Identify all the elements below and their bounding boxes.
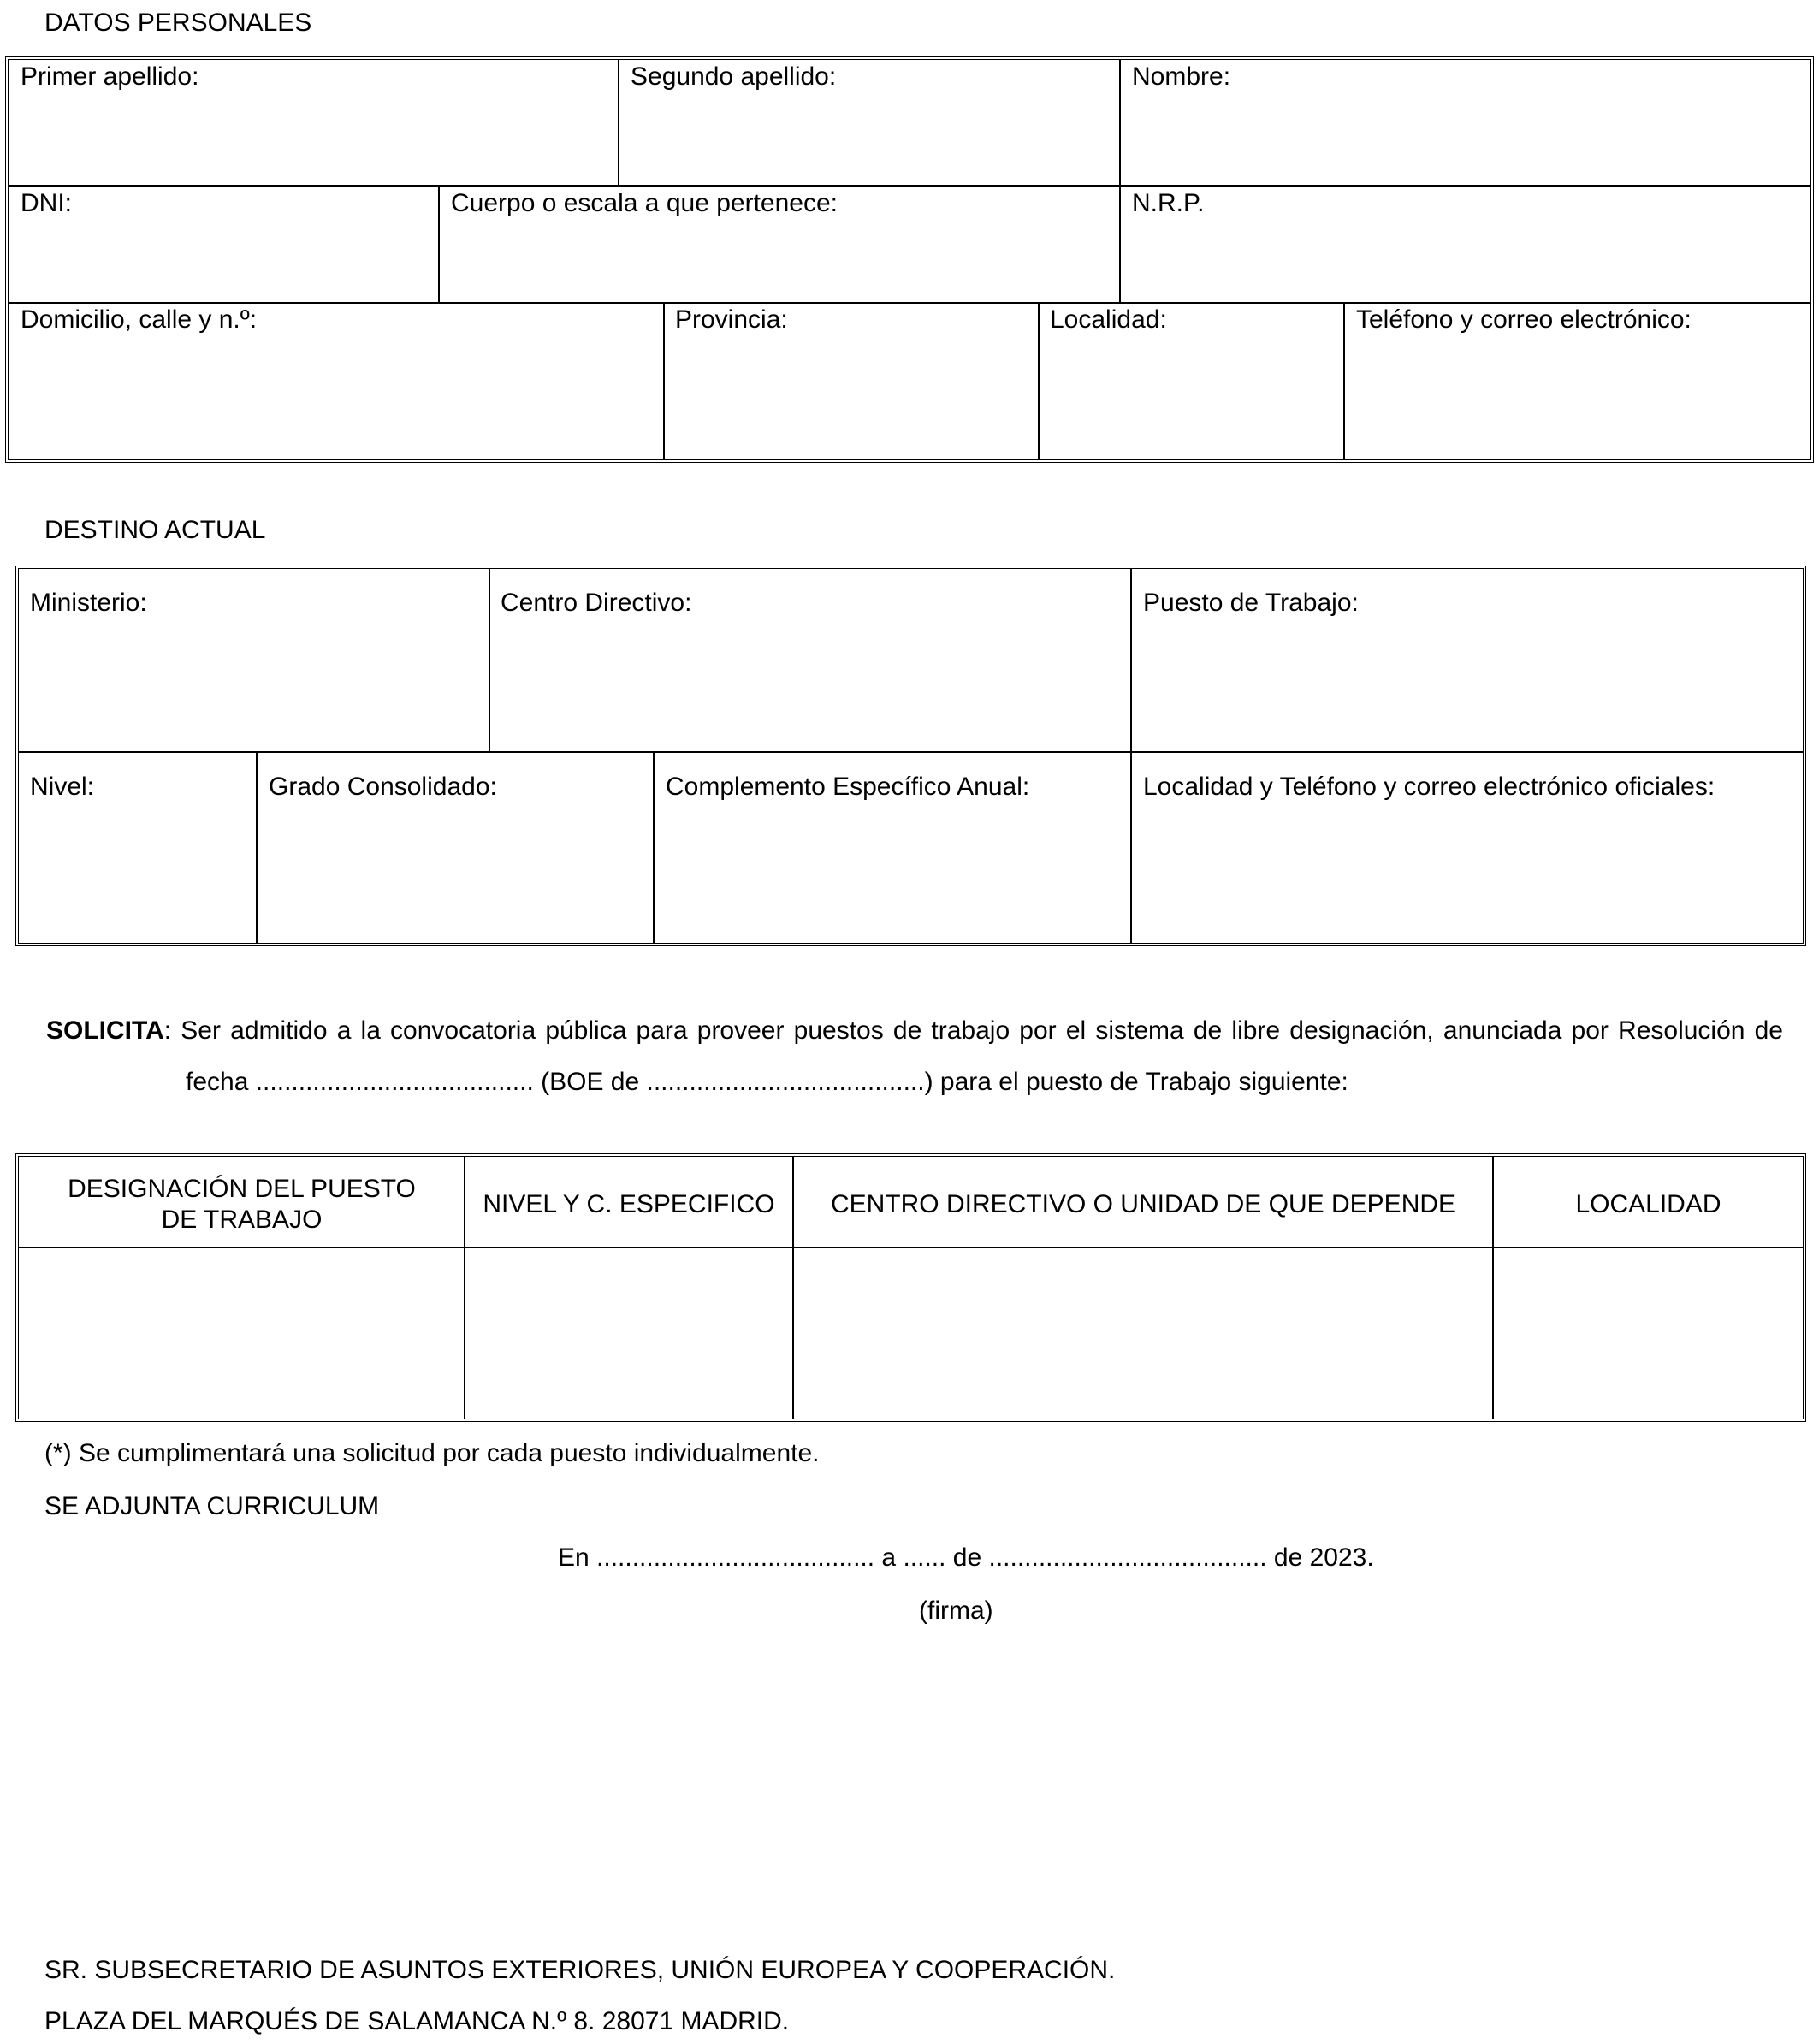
col-divider xyxy=(663,303,665,459)
centro-input-cell[interactable] xyxy=(796,1249,1490,1417)
grado-consolidado-field[interactable]: Grado Consolidado: xyxy=(269,773,497,801)
solicita-keyword: SOLICITA xyxy=(46,1016,164,1045)
header-centro: CENTRO DIRECTIVO O UNIDAD DE QUE DEPENDE xyxy=(830,1190,1456,1218)
col-divider xyxy=(489,569,490,752)
datos-personales-heading: DATOS PERSONALES xyxy=(44,9,312,37)
primer-apellido-field[interactable]: Primer apellido: xyxy=(21,62,199,91)
header-localidad: LOCALIDAD xyxy=(1575,1190,1721,1218)
col-divider xyxy=(618,60,619,186)
footnote: (*) Se cumplimentará una solicitud por cada puesto individualmente. xyxy=(44,1439,820,1467)
col-divider xyxy=(256,752,258,943)
localidad-field[interactable]: Localidad: xyxy=(1050,305,1167,334)
destino-actual-box xyxy=(15,566,1806,946)
localidad-oficial-field[interactable]: Localidad y Teléfono y correo electrónico oficiales: xyxy=(1143,773,1715,801)
col-divider xyxy=(438,186,440,303)
header-nivel: NIVEL Y C. ESPECIFICO xyxy=(483,1190,775,1218)
nivel-field[interactable]: Nivel: xyxy=(30,773,95,801)
addressee: SR. SUBSECRETARIO DE ASUNTOS EXTERIORES, UNIÓN EUROPEA Y COOPERACIÓN. xyxy=(44,1956,1116,1984)
nivel-input-cell[interactable] xyxy=(467,1249,791,1417)
header-divider xyxy=(19,1247,1803,1248)
row-divider xyxy=(19,751,1803,753)
row-divider xyxy=(9,185,1810,187)
header-designacion: DESIGNACIÓN DEL PUESTO DE TRABAJO xyxy=(68,1175,416,1234)
fecha-line: En ....................................... a ...... de ....................................... de 2023. xyxy=(558,1543,1374,1572)
dni-field[interactable]: DNI: xyxy=(21,189,72,217)
row-divider xyxy=(9,302,1810,304)
col-divider xyxy=(1038,303,1040,459)
cuerpo-escala-field[interactable]: Cuerpo o escala a que pertenece: xyxy=(451,189,838,217)
designacion-input-cell[interactable] xyxy=(21,1249,462,1417)
firma-label: (firma) xyxy=(919,1597,993,1625)
destino-actual-heading: DESTINO ACTUAL xyxy=(44,516,266,544)
solicita-line-2: fecha ....................................... (BOE de .......................................) para el puesto de Trabajo siguiente: xyxy=(186,1068,1348,1096)
nombre-field[interactable]: Nombre: xyxy=(1132,62,1231,91)
adjunta-curriculum: SE ADJUNTA CURRICULUM xyxy=(44,1492,380,1520)
solicita-line-1 xyxy=(46,1016,1783,1046)
solicita-text: : Ser admitido a la convocatoria pública para proveer puestos de trabajo por el sistema de libre designación, anunciada por Resolución de xyxy=(163,1016,1783,1045)
domicilio-field[interactable]: Domicilio, calle y n.º: xyxy=(21,305,258,334)
segundo-apellido-field[interactable]: Segundo apellido: xyxy=(631,62,837,91)
col-divider xyxy=(1130,569,1132,943)
datos-personales-box xyxy=(5,56,1814,463)
nrp-field[interactable]: N.R.P. xyxy=(1132,189,1205,217)
provincia-field[interactable]: Provincia: xyxy=(675,305,788,334)
ministerio-field[interactable]: Ministerio: xyxy=(30,589,147,617)
centro-directivo-field[interactable]: Centro Directivo: xyxy=(501,589,692,617)
puesto-trabajo-field[interactable]: Puesto de Trabajo: xyxy=(1143,589,1359,617)
localidad-input-cell[interactable] xyxy=(1496,1249,1802,1417)
telefono-correo-field[interactable]: Teléfono y correo electrónico: xyxy=(1356,305,1692,334)
col-divider xyxy=(1343,303,1345,459)
complemento-especifico-field[interactable]: Complemento Específico Anual: xyxy=(666,773,1030,801)
col-divider xyxy=(653,752,655,943)
col-divider xyxy=(1119,60,1121,303)
address: PLAZA DEL MARQUÉS DE SALAMANCA N.º 8. 28071 MADRID. xyxy=(44,2007,790,2035)
